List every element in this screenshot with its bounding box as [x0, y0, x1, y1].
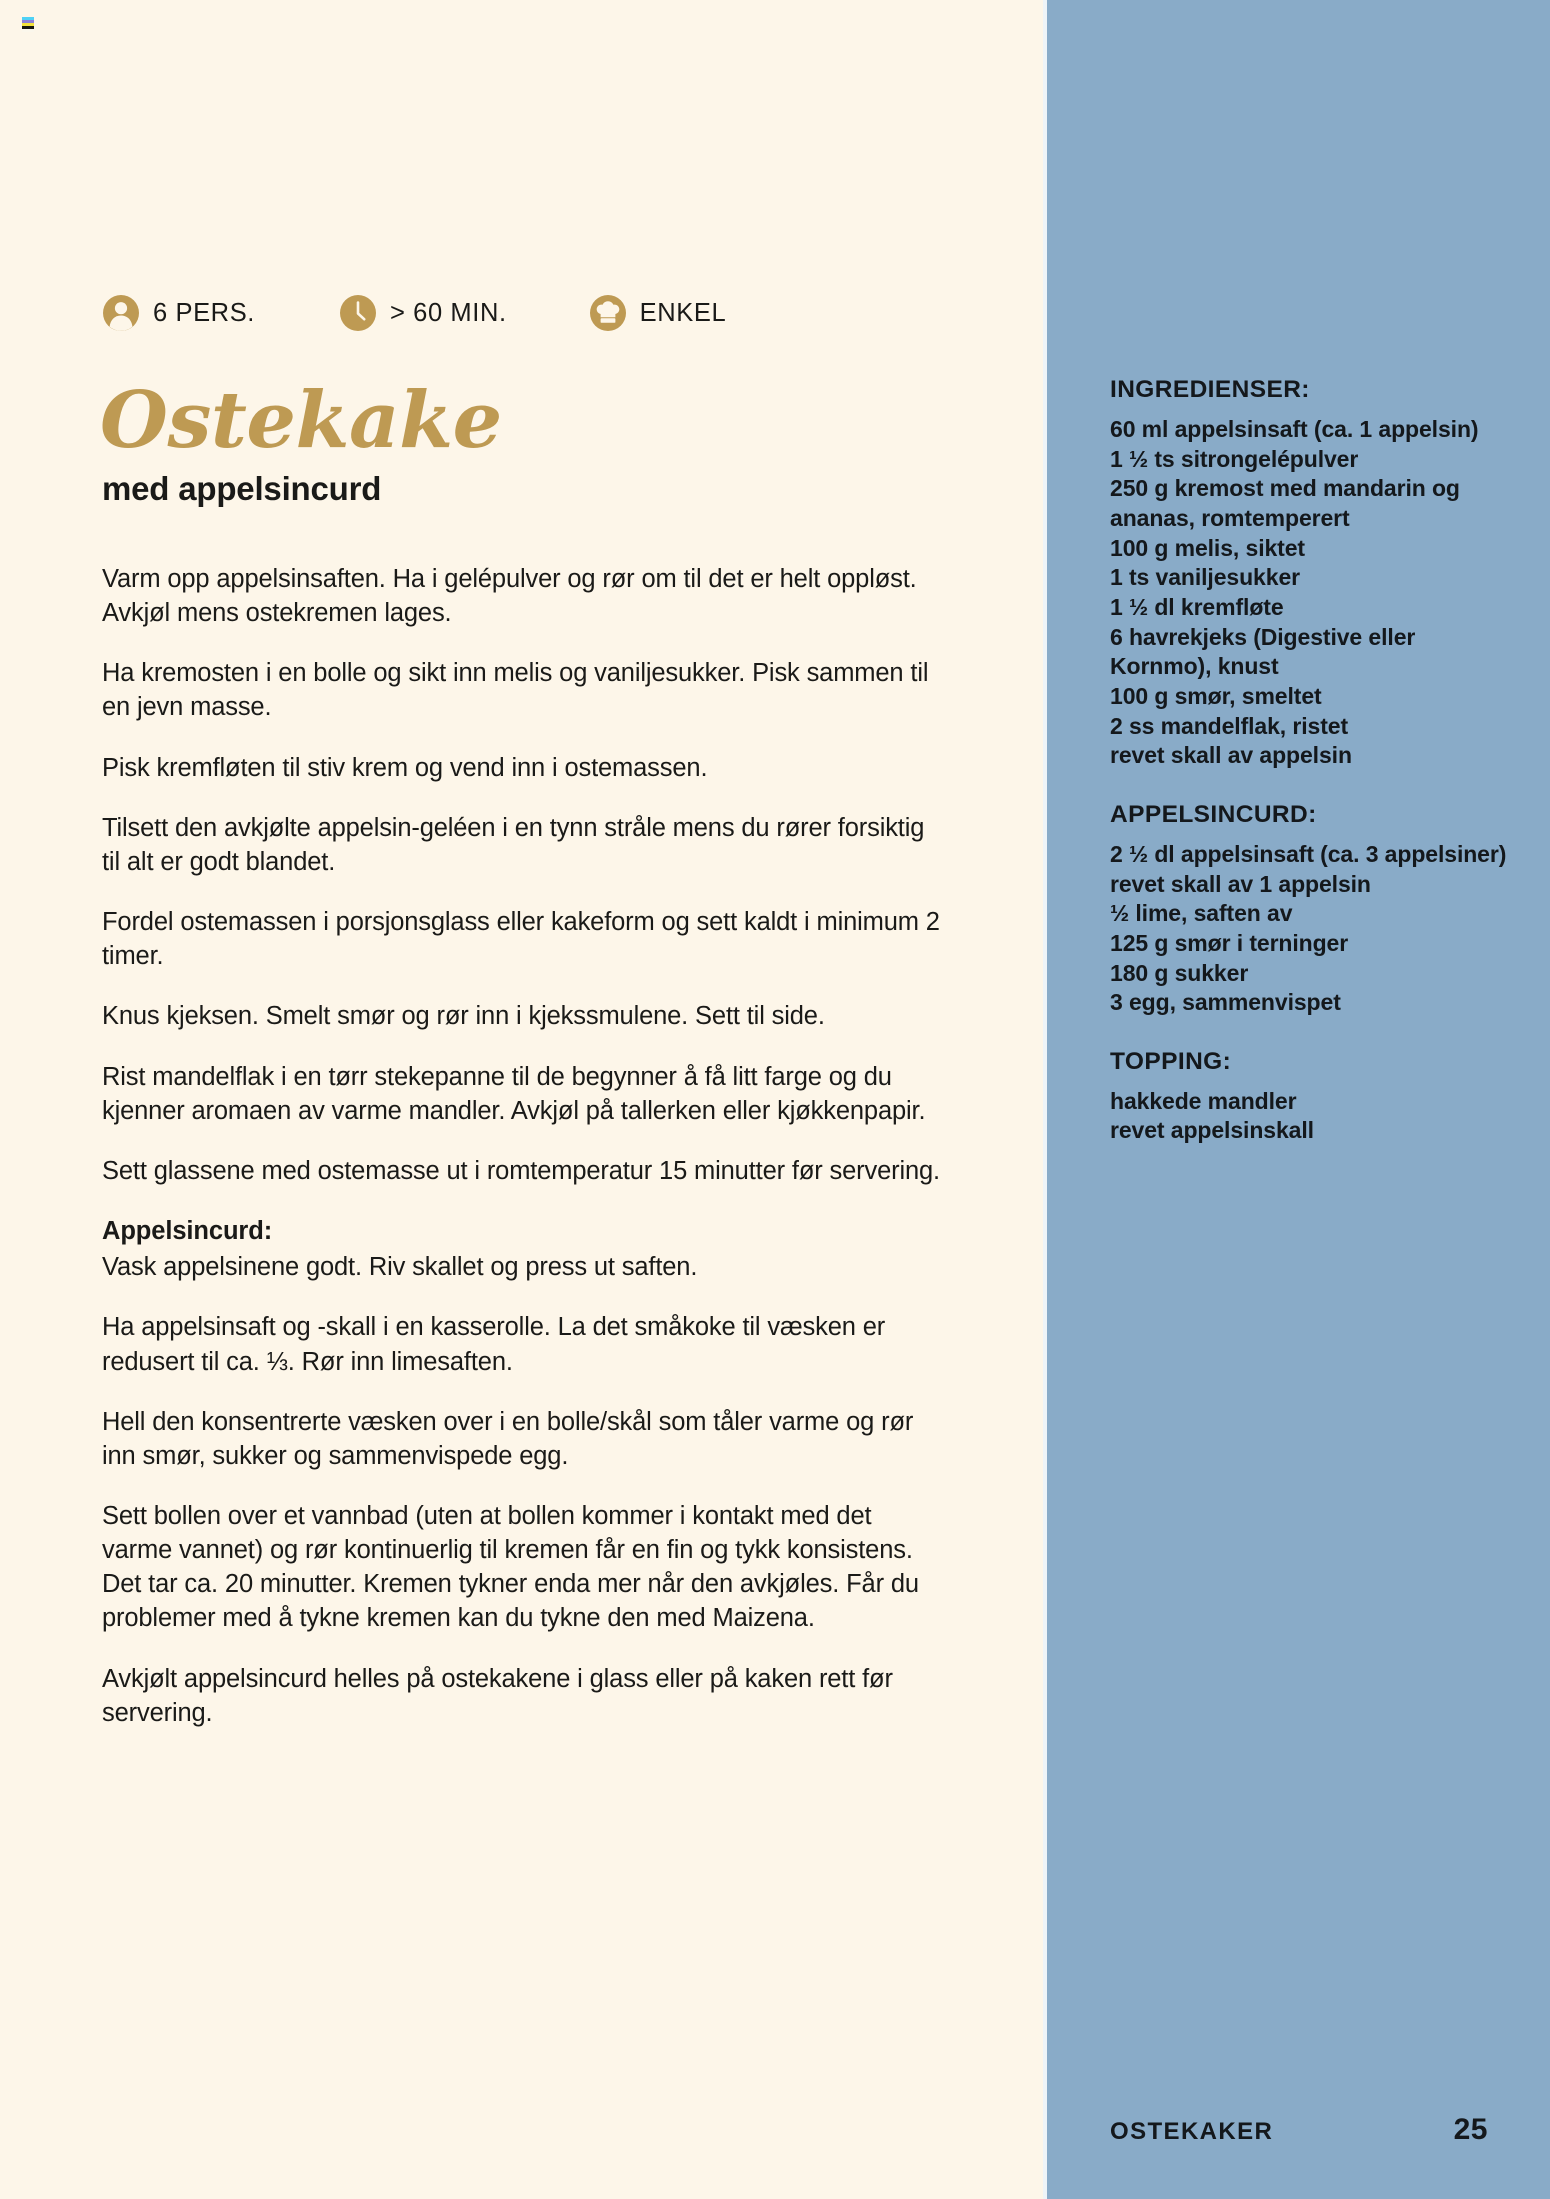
person-icon — [102, 294, 140, 332]
ingredient-item: 60 ml appelsinsaft (ca. 1 appelsin) — [1110, 416, 1479, 442]
ingredient-list — [1110, 1087, 1510, 1146]
instruction-paragraph: Sett bollen over et vannbad (uten at bollen kommer i kontakt med det varme vannet) og rør kontinuerlig til kremen får en fin og tykk konsistens. Det tar ca. 20 minutter. Kremen tykner enda mer når den avkjøles. Får du problemer med å tykne kremen kan du tykne den med Maizena. — [102, 1501, 919, 1633]
ingredient-item: 250 g kremost med mandarin og ananas, romtemperert — [1110, 475, 1460, 531]
instruction-subheading: Appelsincurd: — [102, 1217, 273, 1246]
instruction-paragraph: Sett glassene med ostemasse ut i romtemperatur 15 minutter før servering. — [102, 1156, 940, 1185]
meta-time — [339, 294, 507, 332]
page-number: 25 — [1453, 2113, 1488, 2146]
chef-hat-icon — [589, 294, 627, 332]
meta-difficulty-label: ENKEL — [639, 298, 727, 327]
instruction-paragraph: Pisk kremfløten til stiv krem og vend inn i ostemassen. — [102, 753, 708, 782]
recipe-meta-row — [102, 294, 726, 332]
ingredient-item: 3 egg, sammenvispet — [1110, 989, 1341, 1016]
ingredient-item: 100 g melis, siktet — [1110, 534, 1305, 561]
ingredient-section — [1110, 1048, 1510, 1146]
ingredient-item: 2 ½ dl appelsinsaft (ca. 3 appelsiner) — [1110, 840, 1507, 867]
meta-difficulty — [589, 294, 727, 332]
ingredient-section-heading: INGREDIENSER: — [1110, 376, 1310, 403]
ingredient-section — [1110, 376, 1510, 771]
instruction-paragraph: Fordel ostemassen i porsjonsglass eller kakeform og sett kaldt i minimum 2 timer. — [102, 908, 940, 971]
ingredient-section — [1110, 801, 1510, 1018]
ingredient-item: 1 ½ ts sitrongelépulver — [1110, 445, 1359, 472]
footer-section-label: OSTEKAKER — [1110, 2118, 1274, 2145]
ingredient-item: ½ lime, saften av — [1110, 900, 1293, 927]
instruction-paragraph: Tilsett den avkjølte appelsin-geléen i en tynn stråle mens du rører forsiktig til alt er godt blandet. — [102, 813, 925, 876]
ingredient-item: revet appelsinskall — [1110, 1117, 1314, 1144]
instruction-paragraph: Varm opp appelsinsaften. Ha i gelépulver og rør om til det er helt oppløst. Avkjøl mens ostekremen lages. — [102, 565, 917, 628]
instruction-paragraph: Ha appelsinsaft og -skall i en kasserolle. La det småkoke til væsken er redusert til ca. ⅓. Rør inn limesaften. — [102, 1313, 886, 1376]
ingredient-list — [1110, 840, 1510, 1018]
instruction-paragraph: Vask appelsinene godt. Riv skallet og press ut saften. — [102, 1253, 698, 1282]
ingredient-item: 1 ts vaniljesukker — [1110, 564, 1300, 591]
ingredient-section-heading: APPELSINCURD: — [1110, 800, 1317, 828]
instruction-paragraph: Rist mandelflak i en tørr stekepanne til de begynner å få litt farge og du kjenner aromaen av varme mandler. Avkjøl på tallerken eller kjøkkenpapir. — [102, 1062, 926, 1125]
page-subtitle: med appelsincurd — [102, 470, 382, 507]
instruction-paragraph: Ha kremosten i en bolle og sikt inn melis og vaniljesukker. Pisk sammen til en jevn masse. — [102, 659, 929, 722]
page-title: Ostekake — [100, 375, 502, 466]
clock-icon — [339, 294, 377, 332]
ingredient-item: 100 g smør, smeltet — [1110, 682, 1322, 709]
instruction-paragraph: Knus kjeksen. Smelt smør og rør inn i kjekssmulene. Sett til side. — [102, 1002, 825, 1031]
ingredient-item: 2 ss mandelflak, ristet — [1110, 712, 1349, 739]
ingredient-section-heading: TOPPING: — [1110, 1047, 1232, 1075]
instructions-list — [102, 562, 942, 1756]
ingredient-list — [1110, 415, 1510, 771]
instruction-paragraph: Hell den konsentrerte væsken over i en bolle/skål som tåler varme og rør inn smør, sukker og sammenvispede egg. — [102, 1407, 914, 1470]
ingredient-item: revet skall av 1 appelsin — [1110, 870, 1371, 897]
meta-servings — [102, 294, 255, 332]
ingredient-item: 125 g smør i terninger — [1110, 929, 1349, 956]
ingredient-item: 1 ½ dl kremfløte — [1110, 593, 1284, 620]
instruction-paragraph: Avkjølt appelsincurd helles på ostekakene i glass eller på kaken rett før servering. — [102, 1664, 893, 1727]
ingredient-item: 6 havrekjeks (Digestive eller Kornmo), knust — [1110, 623, 1416, 680]
ingredient-item: revet skall av appelsin — [1110, 742, 1352, 769]
meta-time-label: > 60 MIN. — [390, 298, 507, 327]
ingredients-content — [1110, 376, 1510, 1176]
print-registration-color-bar — [22, 17, 34, 32]
page-footer — [1110, 2113, 1510, 2147]
meta-servings-label: 6 PERS. — [153, 298, 255, 327]
ingredient-item: hakkede mandler — [1110, 1087, 1297, 1114]
ingredient-item: 180 g sukker — [1110, 959, 1249, 986]
